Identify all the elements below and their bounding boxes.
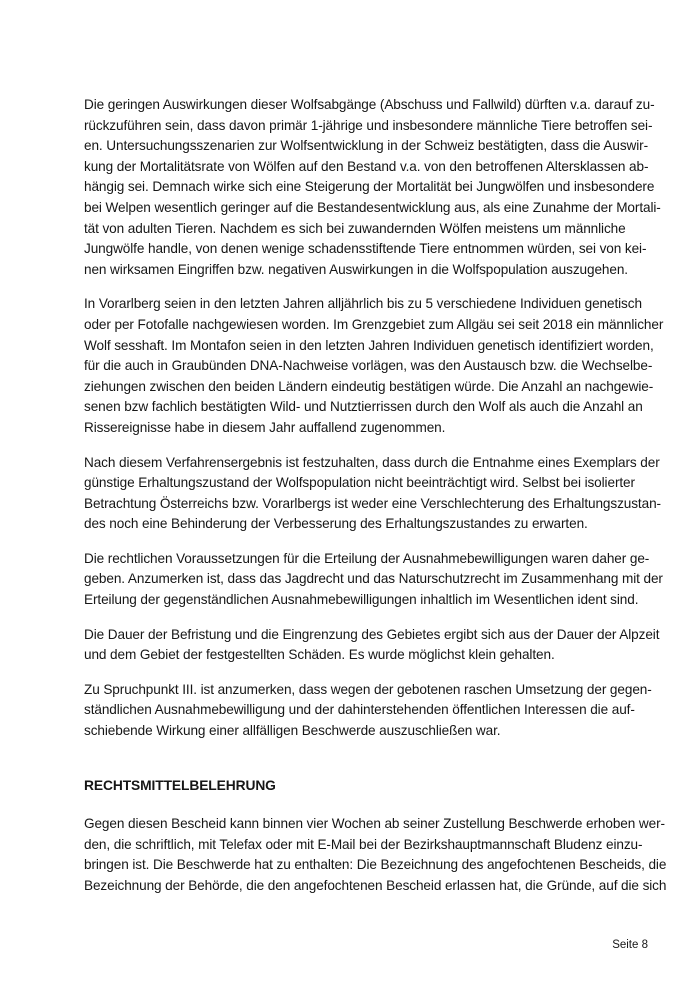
paragraph-beschwerde-hinweis [84, 814, 667, 896]
paragraph-line: Jungwölfe handle, von denen wenige schadensstiftende Tiere entnommen würden, sei von kei- [84, 241, 647, 257]
paragraph-line: Nach diesem Verfahrensergebnis ist festzuhalten, dass durch die Entnahme eines Exemplars der [84, 454, 660, 470]
paragraph-line: Gegen diesen Bescheid kann binnen vier Wochen ab seiner Zustellung Beschwerde erhoben wer- [84, 816, 665, 832]
paragraph-line: ziehungen zwischen den beiden Ländern eindeutig bestätigen würde. Die Anzahl an nachgewie- [84, 378, 654, 394]
paragraph-line: nen wirksamen Eingriffen bzw. negativen Auswirkungen in die Wolfspopulation auszugehen. [84, 261, 628, 277]
paragraph-line: Bezeichnung der Behörde, die den angefochtenen Bescheid erlassen hat, die Gründe, auf die sich [84, 878, 667, 893]
paragraph-line: Zu Spruchpunkt III. ist anzumerken, dass wegen der gebotenen raschen Umsetzung der gegen- [84, 681, 652, 697]
paragraph-line: Betrachtung Österreichs bzw. Vorarlbergs ist weder eine Verschlechterung des Erhaltungszustan- [84, 495, 661, 511]
paragraph-line: tät von adulten Tieren. Nachdem es sich bei zuwandernden Wölfen meistens um männliche [84, 220, 626, 236]
paragraph-line: schiebende Wirkung einer allfälligen Beschwerde auszuschließen war. [84, 723, 501, 739]
page-number-label: Seite 8 [612, 939, 648, 951]
paragraph-line: für die auch in Graubünden DNA-Nachweise vorlägen, was den Austausch bzw. die Wechselbe- [84, 358, 653, 374]
paragraph-line: Rissereignisse habe in diesem Jahr auffallend zugenommen. [84, 419, 446, 435]
paragraph-line: günstige Erhaltungszustand der Wolfspopulation nicht beeinträchtigt wird. Selbst bei isolierter [84, 475, 635, 491]
paragraph-wolfsabgaenge-mortalitaet [84, 95, 661, 280]
heading-rechtsmittelbelehrung: RECHTSMITTELBELEHRUNG [84, 777, 276, 793]
paragraph-vorarlberg-nachweise [84, 294, 664, 438]
paragraph-rechtliche-voraussetzungen [84, 549, 663, 611]
paragraph-line: den, die schriftlich, mit Telefax oder mit E-Mail bei der Bezirkshauptmannschaft Bludenz einzu- [84, 836, 643, 852]
paragraph-line: Wolf sesshaft. Im Montafon seien in den letzten Jahren Individuen genetisch identifiziert worden, [84, 337, 654, 353]
paragraph-line: geben. Anzumerken ist, dass das Jagdrecht und das Naturschutzrecht im Zusammenhang mit der [84, 571, 663, 587]
paragraph-line: Die geringen Auswirkungen dieser Wolfsabgänge (Abschuss und Fallwild) dürften v.a. darauf zu- [84, 97, 655, 112]
paragraph-line: kung der Mortalitätsrate von Wölfen auf den Bestand v.a. von den betroffenen Altersklassen ab- [84, 158, 649, 174]
paragraph-line: senen bzw fachlich bestätigten Wild- und Nutztierrissen durch den Wolf als auch die Anzahl an [84, 399, 643, 415]
paragraph-befristung-gebiet [84, 625, 660, 666]
paragraph-line: ständlichen Ausnahmebewilligung und der dahinterstehenden öffentlichen Interessen die auf- [84, 702, 635, 718]
paragraph-line: hängig sei. Demnach wirke sich eine Steigerung der Mortalität bei Jungwölfen und insbesondere [84, 179, 655, 195]
paragraph-line: Erteilung der gegenständlichen Ausnahmebewilligungen inhaltlich im Wesentlichen ident sind. [84, 592, 639, 608]
paragraph-line: In Vorarlberg seien in den letzten Jahren alljährlich bis zu 5 verschiedene Individuen genetisch [84, 296, 642, 312]
paragraph-verfahrensergebnis [84, 453, 661, 535]
document-body [84, 95, 667, 911]
paragraph-line: bringen ist. Die Beschwerde hat zu enthalten: Die Bezeichnung des angefochtenen Bescheids, die [84, 857, 667, 873]
paragraph-line: Die Dauer der Befristung und die Eingrenzung des Gebietes ergibt sich aus der Dauer der Alpzeit [84, 626, 660, 642]
paragraph-line: bei Welpen wesentlich geringer auf die Bestandesentwicklung aus, als eine Zunahme der Mortali- [84, 199, 661, 215]
paragraph-spruchpunkt-iii [84, 680, 652, 742]
paragraph-line: Die rechtlichen Voraussetzungen für die Erteilung der Ausnahmebewilligungen waren daher ge- [84, 550, 650, 566]
paragraph-line: rückzuführen sein, dass davon primär 1-jährige und insbesondere männliche Tiere betroffen sei- [84, 117, 653, 133]
paragraph-line: oder per Fotofalle nachgewiesen worden. Im Grenzgebiet zum Allgäu sei seit 2018 ein männlicher [84, 316, 664, 332]
paragraph-line: des noch eine Behinderung der Verbesserung des Erhaltungszustandes zu erwarten. [84, 516, 588, 532]
paragraph-line: en. Untersuchungsszenarien zur Wolfsentwicklung in der Schweiz bestätigten, dass die Auswir- [84, 138, 649, 154]
paragraph-line: und dem Gebiet der festgestellten Schäden. Es wurde möglichst klein gehalten. [84, 647, 555, 663]
